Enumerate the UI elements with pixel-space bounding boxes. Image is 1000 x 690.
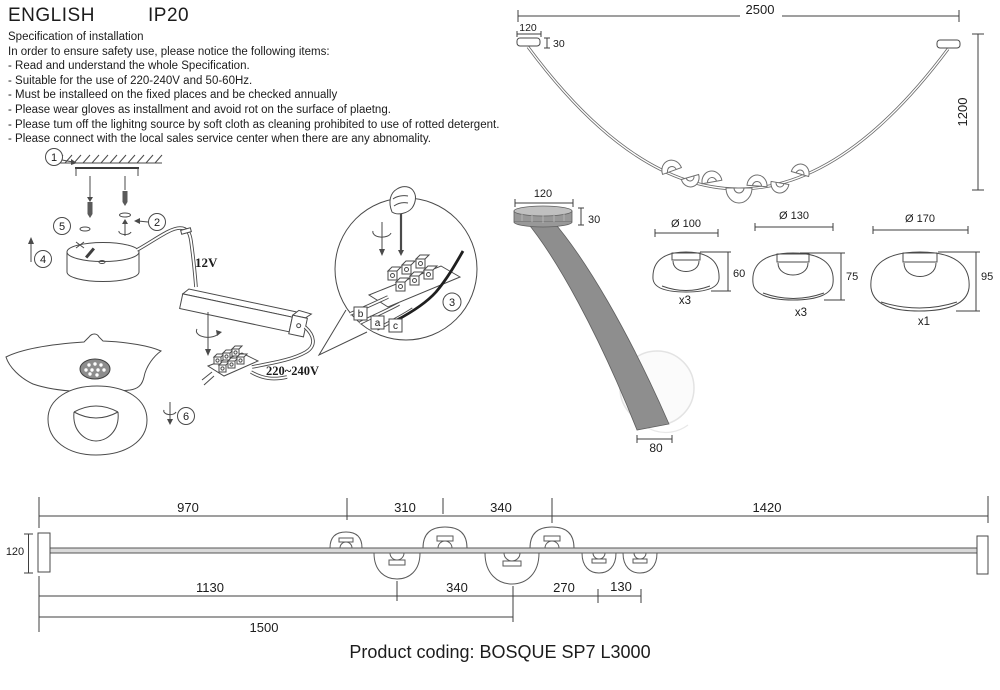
- shade-large-qty: x1: [917, 316, 931, 328]
- driver-box: [179, 286, 311, 337]
- drop-dimension: [955, 34, 984, 190]
- span-dimension: [518, 2, 959, 22]
- shade-small-diameter: Ø 100: [671, 218, 701, 230]
- shade-size-medium: [753, 210, 858, 319]
- shade-large-diameter: Ø 170: [905, 213, 935, 225]
- canopy-side-view: [514, 206, 572, 227]
- dim-130: 130: [610, 579, 632, 594]
- lamp-above: [423, 527, 467, 548]
- header: [8, 5, 190, 27]
- track-bar: [50, 548, 977, 553]
- dim-340-bottom: 340: [446, 580, 468, 595]
- wire-label-c: [389, 319, 402, 332]
- step-2-marker: [134, 214, 166, 231]
- step-5-label: 5: [58, 221, 66, 233]
- step-3-marker: [443, 293, 461, 311]
- language-label: ENGLISH: [8, 5, 95, 26]
- spec-item: - Read and understand the whole Specification.: [8, 60, 250, 73]
- lamp-below: [582, 553, 616, 573]
- mains-voltage-label: 220~240V: [266, 364, 320, 378]
- dim-1130: 1130: [196, 580, 224, 595]
- shade-medium-height: 75: [846, 271, 859, 283]
- lamp-above: [330, 532, 362, 548]
- rotate-arrow-icon: [196, 312, 222, 356]
- canopy-height-dimension: [544, 38, 565, 50]
- dim-340-top: 340: [490, 500, 512, 515]
- mounting-strap: [526, 220, 669, 430]
- shade-small-qty: x3: [678, 295, 692, 307]
- step-2-label: 2: [153, 217, 161, 229]
- canopy-width-label: 120: [533, 188, 553, 200]
- dim-1420: 1420: [752, 500, 782, 515]
- strap-end-dimension: [637, 435, 672, 455]
- spec-item: - Suitable for the use of 220-240V and 50-60Hz.: [8, 74, 253, 87]
- lamp-below: [374, 553, 420, 579]
- spec-title: Specification of installation: [8, 31, 144, 43]
- canopy-width-label: 120: [519, 22, 537, 34]
- spec-item: - Please wear gloves as installment and avoid rot on the surface of plaetng.: [8, 103, 391, 116]
- terminal-a-label: a: [374, 318, 381, 329]
- spec-item: - Please tum off the lighitng source by soft cloth as cleaning prohibited to use of rotted detergent.: [8, 118, 500, 131]
- ceiling-mount-diagram: [28, 149, 196, 288]
- wire-label-b: [354, 307, 367, 320]
- shade-medium-qty: x3: [794, 307, 808, 319]
- dim-970: 970: [177, 500, 199, 515]
- power-cable: [137, 228, 196, 287]
- step-4-marker: [28, 237, 52, 268]
- lamp-below: [485, 553, 539, 584]
- shade-size-large: [871, 213, 993, 328]
- rotate-arrow-icon: [119, 219, 131, 236]
- bottom-dimension-line: [39, 576, 641, 632]
- spec-intro: In order to ensure safety use, please notice the following items:: [8, 45, 330, 58]
- driver-wiring-diagram: [179, 255, 319, 385]
- dim-1500: 1500: [249, 620, 279, 635]
- screw: [123, 176, 128, 206]
- step-1-label: 1: [50, 152, 58, 164]
- ceiling-canopy-right: [937, 40, 960, 48]
- terminal-b-label: b: [357, 309, 364, 320]
- suspension-cable: [528, 47, 948, 189]
- lamp-above: [530, 527, 574, 548]
- canopy-strap-view: [514, 188, 694, 455]
- step-5-marker: [54, 218, 71, 235]
- canopy-height-dimension: [578, 208, 600, 226]
- specification-text: [8, 30, 499, 147]
- terminal-c-label: c: [393, 321, 398, 332]
- washer: [120, 213, 131, 217]
- screw: [87, 176, 93, 218]
- shade-size-views: [653, 210, 993, 328]
- step-6-marker: [178, 408, 195, 425]
- suspension-curve-view: [517, 2, 984, 203]
- spec-item: - Must be installeed on the fixed places and be checked annually: [8, 89, 338, 102]
- step-3-label: 3: [448, 297, 456, 309]
- dim-310: 310: [394, 500, 416, 515]
- spec-item: - Please connect with the local sales service center when there are any abnomality.: [8, 133, 431, 146]
- strap-end-label: 80: [649, 441, 663, 455]
- drop-dim-label: 1200: [955, 97, 970, 127]
- led-module: [80, 359, 110, 379]
- ip-rating: IP20: [148, 5, 190, 26]
- canopy-width-dimension: [517, 22, 541, 37]
- dim-120-end: 120: [5, 546, 25, 558]
- track-lamps: [330, 527, 657, 584]
- terminal-block: [208, 346, 258, 376]
- shade-large-height: 95: [981, 271, 994, 283]
- shade-medium-diameter: Ø 130: [779, 210, 809, 222]
- lamp-shade: [48, 386, 147, 455]
- rotate-arrow-icon: [164, 402, 176, 425]
- washer: [80, 227, 90, 231]
- product-coding: Product coding: BOSQUE SP7 L3000: [349, 642, 651, 662]
- top-dimension-line: [39, 496, 988, 528]
- terminal-detail-balloon: [319, 187, 477, 355]
- shade-size-small: [653, 218, 745, 307]
- dim-270: 270: [553, 580, 575, 595]
- canopy-height-label: 30: [588, 214, 601, 226]
- end-height-dimension: [6, 534, 33, 573]
- canopy-height-label: 30: [553, 38, 565, 50]
- end-cap-left: [38, 533, 50, 572]
- shade-small-height: 60: [733, 268, 746, 280]
- low-voltage-label: 12V: [195, 255, 218, 270]
- span-dim-label: 2500: [745, 2, 775, 17]
- step-6-label: 6: [182, 411, 190, 423]
- canopy-width-dimension: [515, 188, 573, 207]
- ceiling-canopy-left: [517, 38, 540, 46]
- lamp-below: [623, 553, 657, 573]
- wire-label-a: [371, 316, 384, 329]
- end-cap-right: [977, 536, 988, 574]
- shade-parts-diagram: [6, 334, 195, 455]
- linear-dimension-view: [6, 496, 988, 635]
- step-4-label: 4: [39, 254, 47, 266]
- overall-dimension-line: [39, 617, 513, 635]
- ceiling-canopy: [67, 242, 139, 282]
